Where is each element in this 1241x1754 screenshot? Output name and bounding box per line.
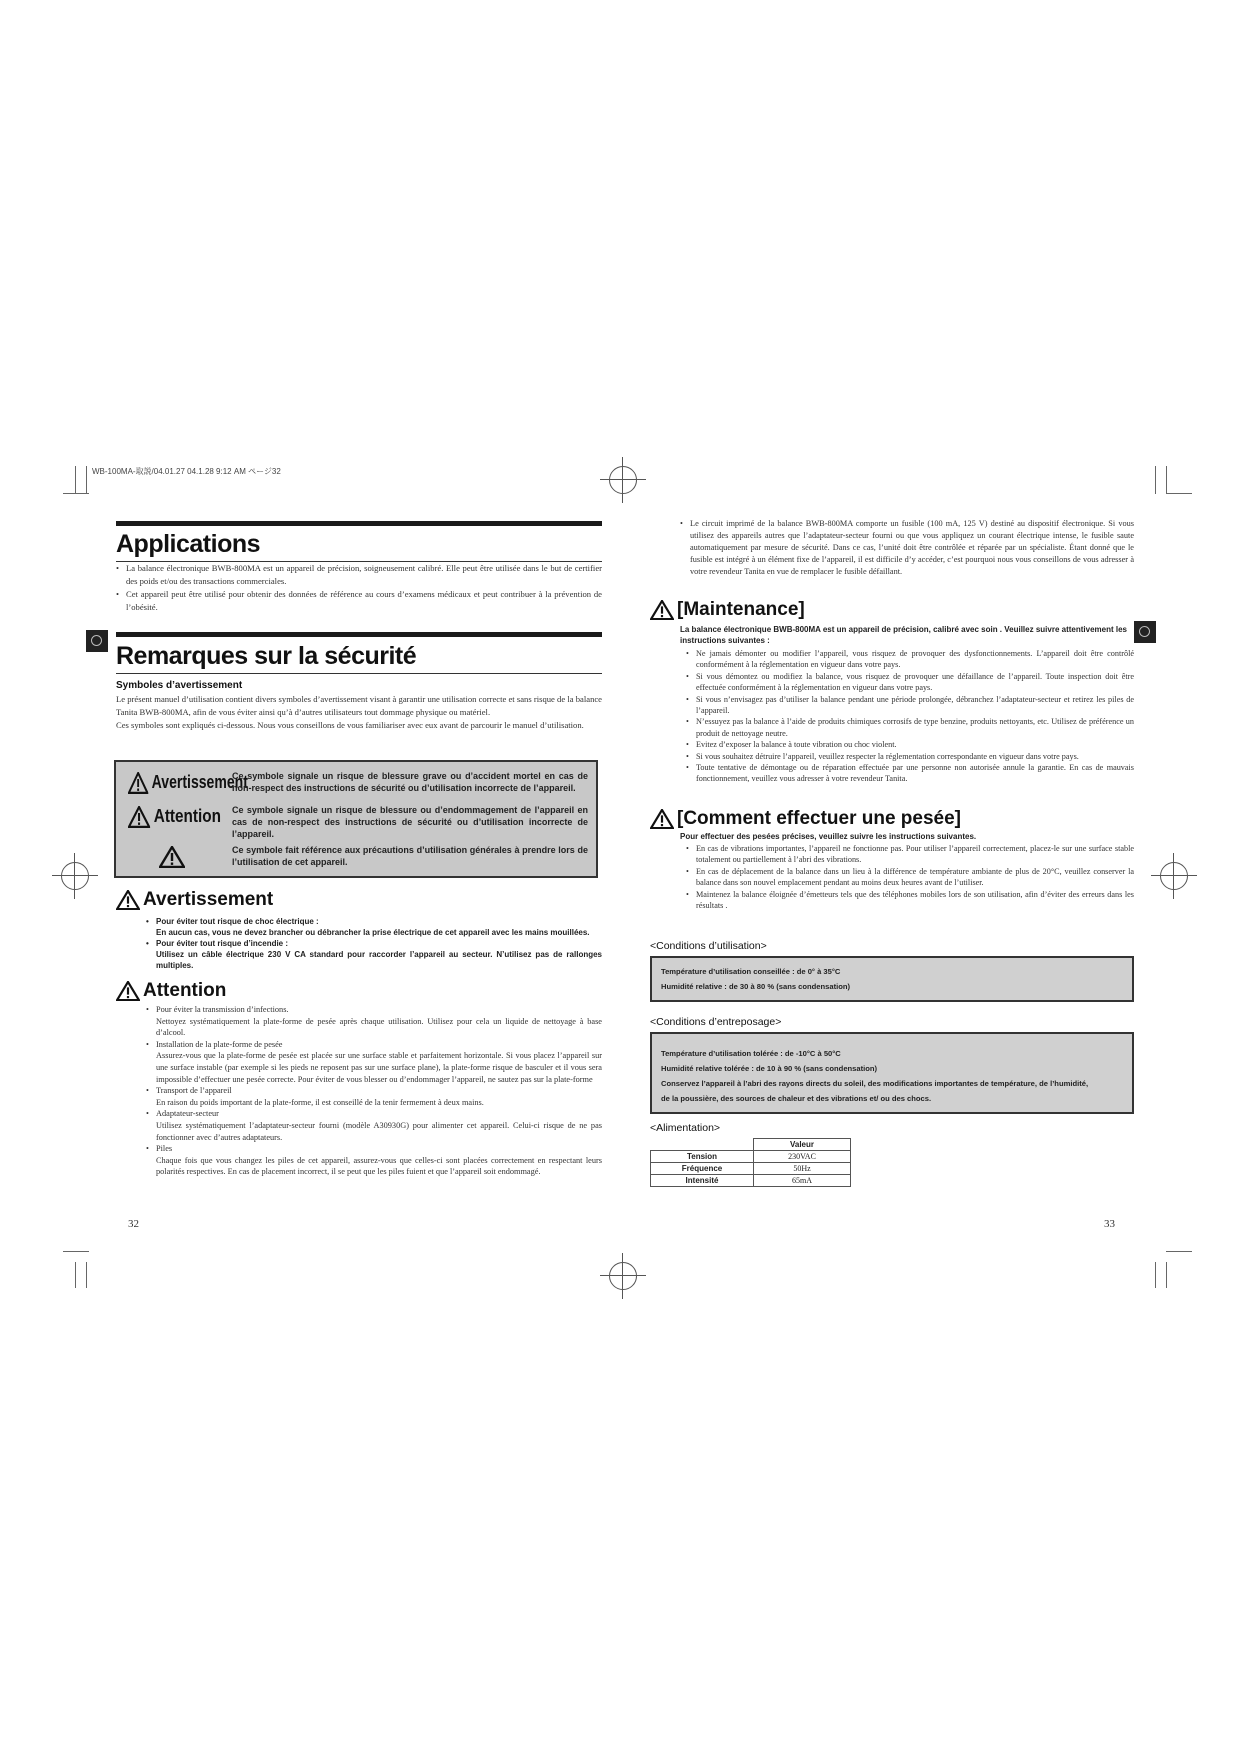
item-body: Assurez-vous que la plate-forme de pesée est placée sur une surface stable et parfaitement horizontale. Si vous placez l’appareil sur une surface instable (par exemple si les pieds ne reposent pas sur une surface plane), la plate-forme risque de basculer et il vous sera impossible d’effectuer une pesée correcte. Pour éviter de vous blesser ou d’endommager l’appareil, ne sautez pas sur la plate-forme bbox=[156, 1051, 602, 1084]
table-cell: Fréquence bbox=[651, 1163, 754, 1175]
list-item: • Si vous souhaitez détruire l’appareil, veuillez respecter la réglementation correspondante en vigueur dans votre pays. bbox=[686, 751, 1134, 762]
warning-triangle-icon bbox=[128, 772, 148, 794]
weighing-note: Pour effectuer des pesées précises, veuillez suivre les instructions suivantes. bbox=[680, 832, 977, 841]
item-body: Utilisez un câble électrique 230 V CA standard pour raccorder l’appareil au secteur. N’utilisez pas de rallonges multiples. bbox=[156, 950, 602, 970]
list-item bbox=[146, 1039, 602, 1085]
crop-mark bbox=[63, 1251, 89, 1252]
crop-mark bbox=[1166, 493, 1192, 494]
list-item: • En cas de vibrations importantes, l’appareil ne fonctionne pas. Pour utiliser l’appareil correctement, placez-le sur une surface stable totalement ou partiellement à l’abri des vibrations. bbox=[686, 843, 1134, 866]
crop-mark bbox=[1155, 466, 1156, 494]
condition-line: Température d’utilisation tolérée : de -10°C à 50°C bbox=[661, 1049, 841, 1058]
storage-conditions-title: <Conditions d’entreposage> bbox=[650, 1016, 782, 1028]
weighing-title: [Comment effectuer une pesée] bbox=[677, 808, 962, 829]
warning-label bbox=[128, 772, 248, 794]
list-item bbox=[146, 1108, 602, 1143]
attention-title: Attention bbox=[143, 980, 227, 1001]
list-item: • Si vous démontez ou modifiez la balance, vous risquez de provoquer une défaillance de l’appareil. Toute inspection doit être effectuée conformément à la réglementation en vigueur dans votre pays. bbox=[686, 671, 1134, 694]
warning-label-text: Avertissement bbox=[151, 772, 248, 792]
fuse-list bbox=[680, 518, 1134, 578]
avertissement-list bbox=[146, 916, 602, 971]
list-item: • Evitez d’exposer la balance à toute vibration ou choc violent. bbox=[686, 739, 1134, 750]
item-body: Chaque fois que vous changez les piles de cet appareil, assurez-vous que celles-ci sont placées correctement en respectant leurs polarités respectives. En cas de placement incorrect, il se peut que les piles fuient et que l’appareil soit endommagé. bbox=[156, 1155, 602, 1177]
table-row bbox=[651, 1163, 851, 1175]
crop-mark bbox=[1155, 1262, 1156, 1288]
weighing-list bbox=[686, 843, 1134, 911]
table-row bbox=[651, 1151, 851, 1163]
list-item bbox=[146, 1143, 602, 1178]
safety-intro bbox=[116, 693, 602, 732]
item-head: • Transport de l’appareil bbox=[156, 1086, 232, 1096]
crop-mark bbox=[75, 466, 76, 494]
table-header: Valeur bbox=[754, 1139, 851, 1151]
condition-line: Conservez l’appareil à l’abri des rayons directs du soleil, des modifications importantes de température, de l’humidité, bbox=[661, 1079, 1089, 1088]
section-rule bbox=[116, 632, 602, 637]
table-row bbox=[651, 1139, 851, 1151]
table-cell: Tension bbox=[651, 1151, 754, 1163]
list-item: • Si vous n’envisagez pas d’utiliser la balance pendant une période prolongée, débranchez l’adaptateur-secteur et retirez les piles de l’appareil. bbox=[686, 694, 1134, 717]
page-number: 32 bbox=[128, 1218, 139, 1230]
section-tab bbox=[86, 630, 108, 652]
caution-description: Ce symbole signale un risque de blessure ou d’endommagement de l’appareil en cas de non-respect des instructions de sécurité ou d’utilisation incorrecte de l’appareil. bbox=[232, 805, 588, 839]
table-cell: 230VAC bbox=[754, 1151, 851, 1163]
registration-mark bbox=[61, 862, 89, 890]
crop-mark bbox=[86, 466, 87, 494]
warning-triangle-icon bbox=[116, 981, 140, 1001]
item-head: • Piles bbox=[156, 1144, 173, 1154]
use-conditions-box bbox=[650, 956, 1134, 1002]
item-head: • Adaptateur-secteur bbox=[156, 1109, 219, 1119]
warning-triangle-icon bbox=[650, 809, 674, 829]
applications-title: Applications bbox=[116, 530, 261, 558]
safety-title: Remarques sur la sécurité bbox=[116, 642, 417, 670]
caution-label-text: Attention bbox=[153, 806, 221, 826]
condition-line: Température d’utilisation conseillée : de 0° à 35°C bbox=[661, 967, 841, 976]
list-item: • Le circuit imprimé de la balance BWB-800MA comporte un fusible (100 mA, 125 V) destiné au dispositif électronique. Si vous utilisez des appareils autres que l’adaptateur-secteur fourni ou que vous appliquez un courant électrique intense, le fusible saute automatiquement par mesure de sécurité. Dans ce cas, l’unité doit être contrôlée et réparée par un spécialiste. Étant donné que le fusible est intégré à un élément fixe de l’appareil, il est difficile d’y accéder, c’est pourquoi nous vous conseillons de vous adresser à votre revendeur Tanita en vue de remplacer le fusible défaillant. bbox=[680, 518, 1134, 578]
avertissement-title: Avertissement bbox=[143, 889, 274, 910]
maintenance-list bbox=[686, 648, 1134, 785]
list-item: • Toute tentative de démontage ou de réparation effectuée par une personne non autorisée annule la garantie. En cas de mauvais fonctionnement, veuillez vous adresser à votre revendeur Tanita. bbox=[686, 762, 1134, 785]
section-tab bbox=[1134, 621, 1156, 643]
list-item bbox=[146, 916, 602, 938]
use-conditions-title: <Conditions d’utilisation> bbox=[650, 940, 767, 952]
crop-mark bbox=[1166, 466, 1167, 494]
table-cell: Intensité bbox=[651, 1175, 754, 1187]
crop-mark bbox=[86, 1262, 87, 1288]
list-item: • Ne jamais démonter ou modifier l’appareil, vous risquez de provoquer des dysfonctionnements. L’appareil doit être contrôlé conformément à la réglementation en vigueur dans votre pays. bbox=[686, 648, 1134, 671]
weighing-heading bbox=[650, 808, 961, 830]
condition-line: Humidité relative : de 30 à 80 % (sans condensation) bbox=[661, 982, 851, 991]
list-item: • En cas de déplacement de la balance dans un lieu à la différence de température ambiante de plus de 20°C, veuillez conserver la balance dans son nouvel emplacement pendant au moins deux heures avant de l’utiliser. bbox=[686, 866, 1134, 889]
print-slug: WB-100MA-取説/04.01.27 04.1.28 9:12 AM ページ32 bbox=[92, 467, 281, 476]
item-body: En raison du poids important de la plate-forme, il est conseillé de la tenir fermement à deux mains. bbox=[156, 1097, 484, 1107]
list-item: • N’essuyez pas la balance à l’aide de produits chimiques corrosifs de type benzine, produits nettoyants, etc. Utilisez de préférence un produit de nettoyage neutre. bbox=[686, 716, 1134, 739]
symbols-heading: Symboles d’avertissement bbox=[116, 680, 243, 691]
list-item bbox=[146, 938, 602, 971]
crop-mark bbox=[1166, 1262, 1167, 1288]
table-cell: 65mA bbox=[754, 1175, 851, 1187]
crop-mark bbox=[1166, 1251, 1192, 1252]
storage-conditions-box bbox=[650, 1032, 1134, 1114]
section-rule bbox=[116, 673, 602, 674]
warning-triangle-icon bbox=[650, 600, 674, 620]
item-head: • Installation de la plate-forme de pesée bbox=[156, 1039, 283, 1049]
power-table bbox=[650, 1138, 851, 1187]
table-cell: 50Hz bbox=[754, 1163, 851, 1175]
avertissement-heading bbox=[116, 889, 273, 911]
list-item bbox=[146, 1004, 602, 1039]
item-body: Nettoyez systématiquement la plate-forme de pesée après chaque utilisation. Utilisez pour cela un liquide de nettoyage à base d’alcool. bbox=[156, 1016, 602, 1038]
warning-description: Ce symbole signale un risque de blessure grave ou d’accident mortel en cas de non-respect des instructions de sécurité ou d’utilisation incorrecte de l’appareil. bbox=[232, 771, 588, 793]
registration-mark bbox=[1160, 862, 1188, 890]
list-item bbox=[146, 1085, 602, 1108]
registration-mark bbox=[609, 1262, 637, 1290]
attention-list bbox=[146, 1004, 602, 1178]
list-item: • La balance électronique BWB-800MA est un appareil de précision, soigneusement calibré. Elle peut être utilisée dans le but de certifier des poids et/ou des transactions commerciales. bbox=[116, 562, 602, 588]
item-head: • Pour éviter tout risque d’incendie : bbox=[156, 939, 289, 948]
power-title: <Alimentation> bbox=[650, 1122, 721, 1134]
registration-mark bbox=[609, 466, 637, 494]
item-head: • Pour éviter la transmission d’infections. bbox=[156, 1005, 289, 1014]
item-body: Utilisez systématiquement l’adaptateur-secteur fourni (modèle A30930G) pour alimenter cet appareil. Celui-ci risque de ne pas fonctionner avec d’autres adaptateurs. bbox=[156, 1120, 602, 1142]
crop-mark bbox=[63, 493, 89, 494]
crop-mark bbox=[75, 1262, 76, 1288]
maintenance-heading bbox=[650, 599, 805, 621]
caution-label bbox=[128, 806, 221, 828]
list-item: • Maintenez la balance éloignée d’émetteurs tels que des téléphones mobiles lors de son utilisation, afin d’éviter des erreurs dans les résultats . bbox=[686, 889, 1134, 912]
table-cell bbox=[651, 1139, 754, 1151]
warning-triangle-icon bbox=[159, 846, 185, 868]
warning-symbols-box bbox=[114, 760, 598, 878]
maintenance-note: La balance électronique BWB-800MA est un appareil de précision, calibré avec soin . Veuillez suivre attentivement les instructions suivantes : bbox=[680, 625, 1127, 645]
section-rule bbox=[116, 521, 602, 526]
condition-line: de la poussière, des sources de chaleur et des vibrations et/ ou des chocs. bbox=[661, 1094, 932, 1103]
item-body: En aucun cas, vous ne devez brancher ou débrancher la prise électrique de cet appareil avec les mains mouillées. bbox=[156, 928, 590, 937]
warning-triangle-icon bbox=[116, 890, 140, 910]
item-head: • Pour éviter tout risque de choc électrique : bbox=[156, 917, 319, 926]
attention-heading bbox=[116, 980, 226, 1002]
page-number: 33 bbox=[1104, 1218, 1115, 1230]
maintenance-title: [Maintenance] bbox=[677, 599, 805, 620]
paragraph: Ces symboles sont expliqués ci-dessous. Nous vous conseillons de vous familiariser avec eux avant de parcourir le manuel d’utilisation. bbox=[116, 720, 584, 730]
list-item: • Cet appareil peut être utilisé pour obtenir des données de référence au cours d’examens médicaux et peut contribuer à la prévention de l’obésité. bbox=[116, 588, 602, 614]
condition-line: Humidité relative tolérée : de 10 à 90 % (sans condensation) bbox=[661, 1064, 878, 1073]
table-row bbox=[651, 1175, 851, 1187]
warning-triangle-icon bbox=[128, 806, 150, 828]
paragraph: Le présent manuel d’utilisation contient divers symboles d’avertissement visant à garantir une utilisation correcte et sans risque de la balance Tanita BWB-800MA, afin de vous éviter ainsi qu’à d’autres utilisateurs tout dommage physique ou matériel. bbox=[116, 694, 602, 717]
applications-list bbox=[116, 562, 602, 614]
general-precaution-description: Ce symbole fait référence aux précautions d’utilisation générales à prendre lors de l’utilisation de cet appareil. bbox=[232, 845, 588, 867]
